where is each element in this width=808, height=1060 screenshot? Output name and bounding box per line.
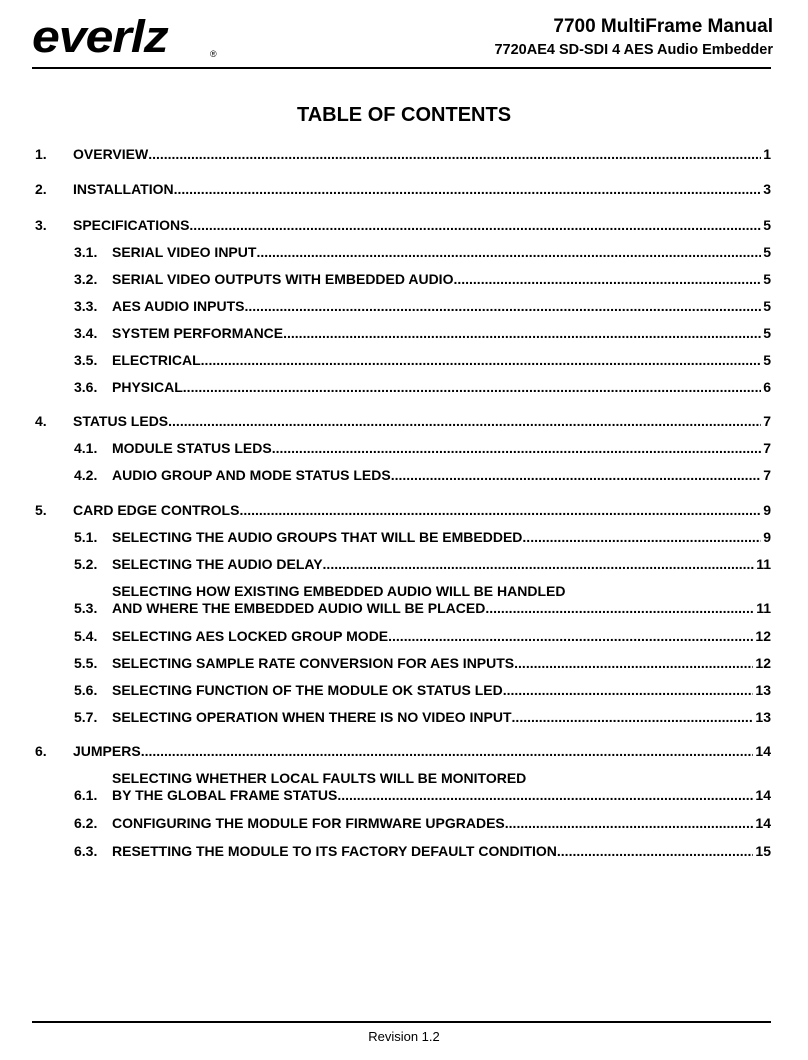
toc-dot-leader: [245, 298, 762, 315]
toc-entry-number: 5.2.: [74, 556, 98, 572]
toc-dot-leader: [189, 217, 761, 234]
toc-dot-leader: [272, 440, 762, 457]
toc-entry[interactable]: [35, 181, 771, 198]
toc-entry-page: 5: [763, 244, 771, 260]
toc-entry-page: 5: [763, 325, 771, 341]
toc-entry-page: 13: [755, 709, 771, 725]
toc-subentry[interactable]: [74, 556, 771, 573]
toc-entry-page: 14: [755, 815, 771, 831]
toc-entry[interactable]: [35, 217, 771, 234]
toc-entry-title: SELECTING HOW EXISTING EMBEDDED AUDIO WILL BE HANDLED: [112, 583, 566, 599]
toc-dot-leader: [485, 600, 754, 617]
toc-entry-title: AES AUDIO INPUTS: [112, 298, 245, 314]
toc-entry-page: 6: [763, 379, 771, 395]
toc-entry-page: 5: [763, 352, 771, 368]
toc-entry-page: 13: [755, 682, 771, 698]
toc-entry-page: 15: [755, 843, 771, 859]
toc-subentry[interactable]: [74, 815, 771, 832]
toc-entry-page: 5: [763, 298, 771, 314]
toc-entry-title: CARD EDGE CONTROLS: [73, 502, 240, 518]
toc-entry-title: INSTALLATION: [73, 181, 174, 197]
toc-subentry[interactable]: [74, 440, 771, 457]
toc-entry-title: SELECTING AES LOCKED GROUP MODE: [112, 628, 389, 644]
toc-dot-leader: [453, 271, 761, 288]
toc-subentry[interactable]: [74, 352, 771, 369]
toc-entry-number: 4.: [35, 413, 47, 429]
toc-entry-title: OVERVIEW: [73, 146, 149, 162]
toc-subentry[interactable]: [74, 271, 771, 288]
toc-dot-leader: [141, 743, 754, 760]
toc-entry-page: 5: [763, 271, 771, 287]
toc-subentry[interactable]: [74, 583, 771, 617]
toc-entry-title: SYSTEM PERFORMANCE: [112, 325, 284, 341]
toc-dot-leader: [168, 413, 761, 430]
toc-dot-leader: [183, 379, 761, 396]
toc-entry-title: AUDIO GROUP AND MODE STATUS LEDS: [112, 467, 391, 483]
toc-entry-number: 5.: [35, 502, 47, 518]
toc-dot-leader: [391, 467, 761, 484]
toc-entry-page: 1: [763, 146, 771, 162]
toc-entry-page: 12: [755, 655, 771, 671]
toc-entry-page: 11: [756, 556, 771, 572]
toc-entry-number: 5.3.: [74, 600, 98, 616]
toc-dot-leader: [256, 244, 761, 261]
toc-entry-number: 3.: [35, 217, 47, 233]
toc-entry[interactable]: [35, 413, 771, 430]
footer-rule: [32, 1021, 771, 1023]
toc-entry-number: 2.: [35, 181, 47, 197]
toc-entry-title: SELECTING FUNCTION OF THE MODULE OK STATUS LED: [112, 682, 503, 698]
toc-entry-number: 3.6.: [74, 379, 98, 395]
toc-entry-page: 9: [763, 502, 771, 518]
toc-entry-title: PHYSICAL: [112, 379, 183, 395]
toc-entry-number: 5.5.: [74, 655, 98, 671]
toc-subentry[interactable]: [74, 467, 771, 484]
toc-entry-title: SPECIFICATIONS: [73, 217, 190, 233]
toc-entry-number: 4.2.: [74, 467, 98, 483]
toc-entry-title: MODULE STATUS LEDS: [112, 440, 272, 456]
toc-entry-title-continued: BY THE GLOBAL FRAME STATUS: [112, 787, 338, 803]
toc-entry-title: JUMPERS: [73, 743, 141, 759]
toc-dot-leader: [522, 529, 761, 546]
toc-dot-leader: [505, 815, 754, 832]
toc-entry-title-continued: AND WHERE THE EMBEDDED AUDIO WILL BE PLACED: [112, 600, 486, 616]
toc-entry-title: STATUS LEDS: [73, 413, 169, 429]
toc-dot-leader: [283, 325, 761, 342]
registered-mark: ®: [210, 49, 217, 59]
toc-entry-page: 7: [763, 440, 771, 456]
toc-entry-number: 4.1.: [74, 440, 98, 456]
evertz-logo: everlz: [32, 11, 168, 62]
toc-subentry[interactable]: [74, 379, 771, 396]
toc-entry-title: CONFIGURING THE MODULE FOR FIRMWARE UPGRADES: [112, 815, 505, 831]
toc-dot-leader: [337, 787, 753, 804]
toc-subentry[interactable]: [74, 655, 771, 672]
manual-title: 7700 MultiFrame Manual: [553, 16, 773, 37]
toc-subentry[interactable]: [74, 709, 771, 726]
toc-entry-page: 12: [755, 628, 771, 644]
manual-subtitle: 7720AE4 SD-SDI 4 AES Audio Embedder: [494, 42, 773, 58]
toc-entry-title: SELECTING OPERATION WHEN THERE IS NO VIDEO INPUT: [112, 709, 512, 725]
toc-entry-page: 11: [756, 600, 771, 616]
toc-entry-number: 6.: [35, 743, 47, 759]
toc-title: TABLE OF CONTENTS: [296, 104, 512, 126]
toc-entry-title: SERIAL VIDEO INPUT: [112, 244, 257, 260]
toc-subentry[interactable]: [74, 529, 771, 546]
toc-subentry[interactable]: [74, 244, 771, 261]
toc-subentry[interactable]: [74, 628, 771, 645]
toc-subentry[interactable]: [74, 682, 771, 699]
toc-entry-page: 9: [763, 529, 771, 545]
toc-entry-number: 3.4.: [74, 325, 98, 341]
header-rule: [32, 67, 771, 69]
toc-entry-page: 3: [763, 181, 771, 197]
toc-subentry[interactable]: [74, 325, 771, 342]
revision-label: Revision 1.2: [368, 1029, 440, 1044]
toc-dot-leader: [174, 181, 762, 198]
toc-entry-page: 5: [763, 217, 771, 233]
toc-entry-number: 3.3.: [74, 298, 98, 314]
toc-entry[interactable]: [35, 502, 771, 519]
toc-dot-leader: [148, 146, 761, 163]
toc-dot-leader: [239, 502, 761, 519]
toc-entry-number: 6.2.: [74, 815, 98, 831]
toc-entry[interactable]: [35, 146, 771, 163]
toc-entry[interactable]: [35, 743, 771, 760]
toc-dot-leader: [323, 556, 755, 573]
toc-entry-title: SERIAL VIDEO OUTPUTS WITH EMBEDDED AUDIO: [112, 271, 454, 287]
toc-entry-number: 5.7.: [74, 709, 98, 725]
toc-subentry[interactable]: [74, 843, 771, 860]
toc-dot-leader: [557, 843, 754, 860]
toc-dot-leader: [503, 682, 754, 699]
toc-entry-page: 14: [755, 787, 771, 803]
toc-entry-title: ELECTRICAL: [112, 352, 201, 368]
toc-entry-title: SELECTING THE AUDIO DELAY: [112, 556, 323, 572]
toc-entry-number: 6.1.: [74, 787, 98, 803]
toc-dot-leader: [512, 709, 754, 726]
toc-dot-leader: [388, 628, 753, 645]
toc-dot-leader: [201, 352, 762, 369]
toc-entry-page: 14: [755, 743, 771, 759]
toc-entry-number: 5.4.: [74, 628, 98, 644]
toc-entry-number: 3.2.: [74, 271, 98, 287]
toc-entry-number: 6.3.: [74, 843, 98, 859]
toc-entry-number: 3.1.: [74, 244, 98, 260]
toc-subentry[interactable]: [74, 298, 771, 315]
toc-entry-page: 7: [763, 467, 771, 483]
toc-entry-title: SELECTING SAMPLE RATE CONVERSION FOR AES INPUTS: [112, 655, 515, 671]
toc-entry-number: 3.5.: [74, 352, 98, 368]
toc-entry-title: SELECTING WHETHER LOCAL FAULTS WILL BE MONITORED: [112, 770, 527, 786]
toc-entry-title: RESETTING THE MODULE TO ITS FACTORY DEFAULT CONDITION: [112, 843, 557, 859]
toc-dot-leader: [514, 655, 753, 672]
toc-entry-page: 7: [763, 413, 771, 429]
toc-entry-number: 5.6.: [74, 682, 98, 698]
toc-entry-number: 1.: [35, 146, 47, 162]
toc-subentry[interactable]: [74, 770, 771, 804]
toc-entry-title: SELECTING THE AUDIO GROUPS THAT WILL BE EMBEDDED: [112, 529, 523, 545]
toc-entry-number: 5.1.: [74, 529, 98, 545]
